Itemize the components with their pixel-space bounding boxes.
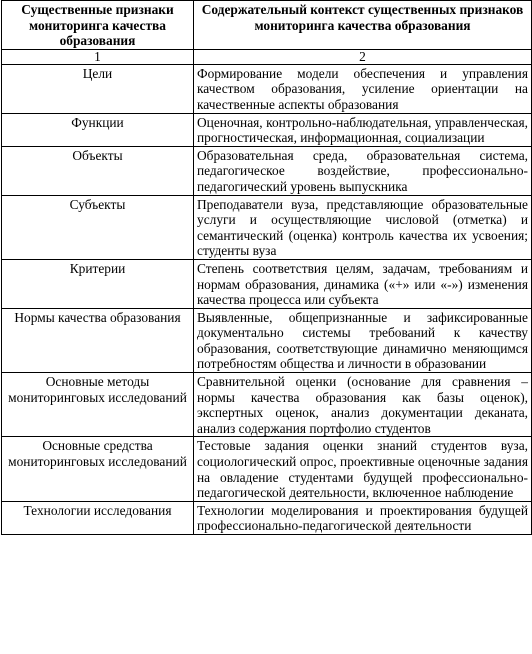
- row-attribute: Технологии исследования: [2, 501, 194, 534]
- row-description: Тестовые задания оценки знаний студентов вуза, социологический опрос, проективные оценочные задания на овладение студентами будущей профессионально-педагогической деятельности, включенное наблюдение: [194, 437, 532, 501]
- table-row: [2, 308, 532, 372]
- table-row: [2, 113, 532, 146]
- monitoring-table: [1, 0, 532, 535]
- header-row: [2, 1, 532, 50]
- row-attribute: Цели: [2, 64, 194, 113]
- row-description: Степень соответствия целям, задачам, требованиям и нормам образования, динамика («+» или «-») изменения качества процесса или субъекта: [194, 259, 532, 308]
- row-description: Образовательная среда, образовательная система, педагогическое воздействие, профессионально-педагогический уровень выпускника: [194, 146, 532, 195]
- column-number-row: [2, 49, 532, 64]
- table-row: [2, 259, 532, 308]
- table-row: [2, 64, 532, 113]
- table-row: [2, 195, 532, 259]
- row-description: Формирование модели обеспечения и управления качеством образования, усиление ориентации на качественные аспекты образования: [194, 64, 532, 113]
- column-number-2: 2: [194, 49, 532, 64]
- header-col-context: Содержательный контекст существенных признаков мониторинга качества образования: [194, 1, 532, 50]
- row-description: Преподаватели вуза, представляющие образовательные услуги и осуществляющие числовой (отметка) и семантический (оценка) контроль качества их усвоения; студенты вуза: [194, 195, 532, 259]
- row-description: Сравнительной оценки (основание для сравнения – нормы качества образования как базы оценок), экспертных оценок, анализ документации деканата, анализ содержания портфолио студентов: [194, 373, 532, 437]
- row-attribute: Основные методы мониторинговых исследований: [2, 373, 194, 437]
- row-attribute: Объекты: [2, 146, 194, 195]
- table-row: [2, 373, 532, 437]
- row-attribute: Основные средства мониторинговых исследований: [2, 437, 194, 501]
- row-attribute: Нормы качества образования: [2, 308, 194, 372]
- row-attribute: Критерии: [2, 259, 194, 308]
- table-row: [2, 501, 532, 534]
- table-row: [2, 437, 532, 501]
- column-number-1: 1: [2, 49, 194, 64]
- row-attribute: Субъекты: [2, 195, 194, 259]
- row-description: Технологии моделирования и проектирования будущей профессионально-педагогической деятельности: [194, 501, 532, 534]
- row-description: Оценочная, контрольно-наблюдательная, управленческая, прогностическая, информационная, социализации: [194, 113, 532, 146]
- header-col-attributes: Существенные признаки мониторинга качества образования: [2, 1, 194, 50]
- table-row: [2, 146, 532, 195]
- row-description: Выявленные, общепризнанные и зафиксированные документально системы требований к качеству образования, соответствующие динамично меняющимся потребностям общества и личности в образовании: [194, 308, 532, 372]
- row-attribute: Функции: [2, 113, 194, 146]
